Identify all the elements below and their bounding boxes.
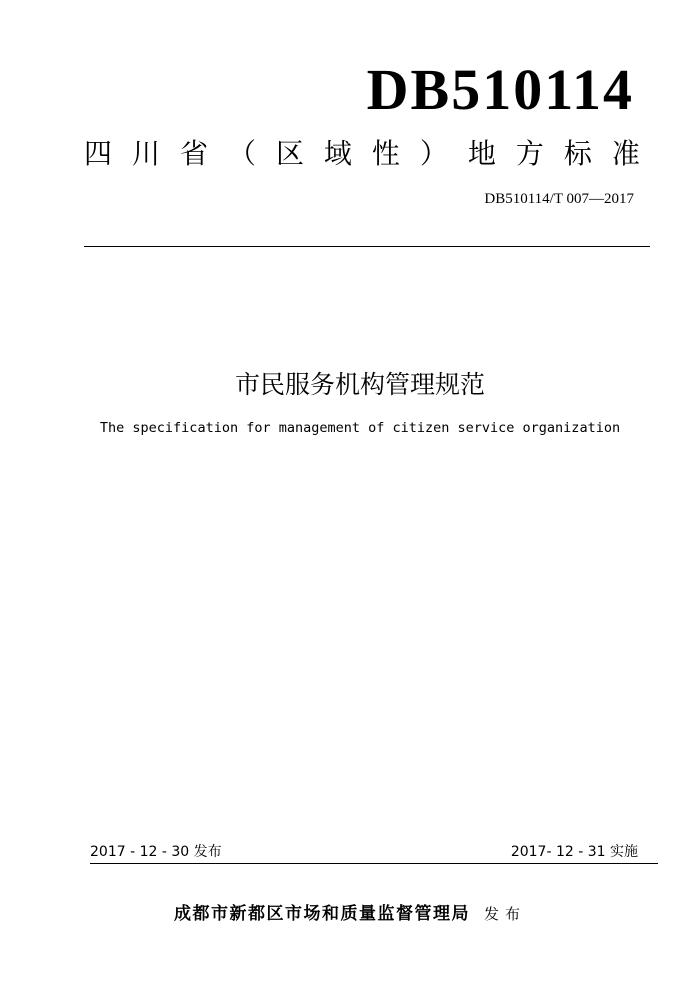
standard-type-char: 性 [371, 137, 400, 170]
standard-type-char: ） [419, 137, 448, 170]
standard-type-char: 地 [467, 137, 496, 170]
header-divider [84, 246, 650, 247]
implementation-date: 2017- 12 - 31 实施 [510, 844, 638, 860]
standard-type-char: 准 [611, 137, 640, 170]
document-title-english: The specification for management of citizen service organization [99, 420, 621, 436]
publisher-organization: 成都市新都区市场和质量监督管理局 [173, 904, 470, 924]
standard-type-char: 标 [563, 137, 592, 170]
standard-type-char: 四 [84, 137, 113, 170]
standard-type-char: 省 [179, 137, 208, 170]
publisher-line [0, 900, 700, 928]
standard-number: DB510114/T 007—2017 [484, 191, 634, 207]
issue-date: 2017 - 12 - 30 发布 [90, 844, 222, 860]
standard-type-char: 区 [275, 137, 304, 170]
standard-code: DB510114 [366, 57, 634, 122]
standard-type-char: 方 [515, 137, 544, 170]
publisher-action: 发布 [483, 905, 526, 923]
standard-type-char: 川 [131, 137, 160, 170]
standard-type-char: 域 [323, 137, 352, 170]
standard-type-title [84, 136, 640, 172]
document-title-chinese: 市民服务机构管理规范 [234, 370, 485, 399]
footer-divider [90, 863, 658, 864]
standard-type-char: （ [227, 137, 256, 170]
